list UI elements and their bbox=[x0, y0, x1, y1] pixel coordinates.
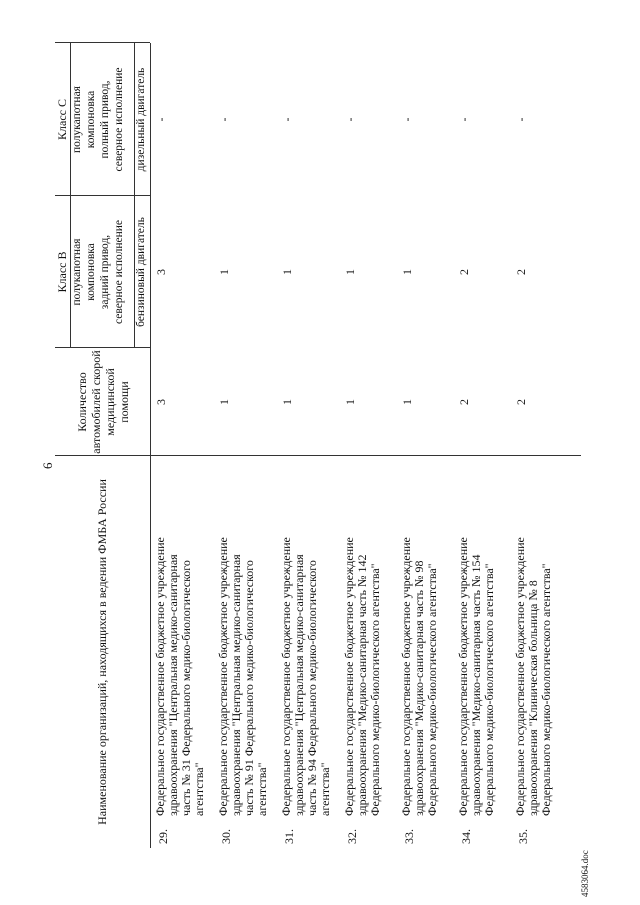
row-class-c: - bbox=[217, 117, 231, 122]
org-line: агентства" bbox=[255, 762, 269, 816]
header-class-b: Класс В bbox=[55, 251, 69, 293]
row-class-b: 1 bbox=[343, 269, 357, 275]
engine-row-divider bbox=[134, 43, 135, 348]
org-line: здравоохранения "Центральная медико-санитарная bbox=[292, 554, 306, 816]
row-organization bbox=[343, 461, 382, 816]
org-line: агентства" bbox=[192, 762, 206, 816]
row-class-c: - bbox=[280, 117, 294, 122]
class-b-feature: полукапотная bbox=[71, 238, 83, 306]
org-line: здравоохранения "Центральная медико-санитарная bbox=[229, 554, 243, 816]
row-number: 29. bbox=[156, 829, 170, 844]
class-c-feature: полный привод, bbox=[99, 80, 111, 159]
org-line: часть № 91 Федерального медико-биологического bbox=[242, 560, 256, 816]
org-line: здравоохранения "Медико-санитарная часть № 98 bbox=[412, 560, 426, 816]
org-line: Федеральное государственное бюджетное учреждение bbox=[399, 537, 413, 816]
class-b-feature: компоновка bbox=[85, 243, 97, 301]
row-organization bbox=[217, 461, 269, 816]
class-b-feature: северное исполнение bbox=[113, 220, 125, 325]
org-line: Федеральное государственное бюджетное учреждение bbox=[513, 537, 527, 816]
row-class-b: 2 bbox=[514, 269, 528, 275]
class-c-feature: компоновка bbox=[85, 90, 97, 149]
row-count: 2 bbox=[514, 399, 528, 405]
row-number: 34. bbox=[459, 829, 473, 844]
row-class-b: 3 bbox=[154, 269, 168, 275]
header-organization-name: Наименование организаций, находящихся в ведении ФМБА России bbox=[95, 479, 109, 825]
class-c-feature: северное исполнение bbox=[113, 67, 125, 172]
row-number: 35. bbox=[516, 829, 530, 844]
org-line: Федеральное государственное бюджетное учреждение bbox=[342, 537, 356, 816]
org-line: агентства" bbox=[318, 762, 332, 816]
row-count: 1 bbox=[400, 399, 414, 405]
org-line: здравоохранения "Центральная медико-санитарная bbox=[166, 554, 180, 816]
page-number: 6 bbox=[40, 462, 55, 469]
org-line: Федеральное государственное бюджетное учреждение bbox=[153, 537, 167, 816]
org-line: здравоохранения "Медико-санитарная часть № 142 bbox=[355, 554, 369, 816]
org-line: Федерального медико-биологического агентства" bbox=[539, 563, 553, 816]
row-class-b: 1 bbox=[400, 269, 414, 275]
header-class-b-features bbox=[70, 196, 150, 348]
row-organization bbox=[280, 461, 332, 816]
header-class-c-features bbox=[70, 43, 150, 196]
row-organization bbox=[400, 461, 439, 816]
class-b-engine: бензиновый двигатель bbox=[135, 217, 147, 327]
org-line: здравоохранения "Клиническая больница № 8 bbox=[526, 580, 540, 816]
row-class-c: - bbox=[514, 117, 528, 122]
row-number: 30. bbox=[219, 829, 233, 844]
org-line: Федеральное государственное бюджетное учреждение bbox=[216, 537, 230, 816]
row-class-c: - bbox=[343, 117, 357, 122]
org-line: Федеральное государственное бюджетное учреждение bbox=[456, 537, 470, 816]
row-count: 3 bbox=[154, 399, 168, 405]
class-c-engine: дизельный двигатель bbox=[135, 67, 147, 172]
org-line: часть № 94 Федерального медико-биологического bbox=[305, 560, 319, 816]
org-line: Федерального медико-биологического агентства" bbox=[482, 563, 496, 816]
row-count: 1 bbox=[343, 399, 357, 405]
row-class-c: - bbox=[457, 117, 471, 122]
row-number: 32. bbox=[345, 829, 359, 844]
header-bottom-line bbox=[150, 43, 151, 848]
row-organization bbox=[154, 461, 206, 816]
ambulance-allocation-table bbox=[55, 43, 581, 848]
org-line: Федерального медико-биологического агентства" bbox=[368, 563, 382, 816]
org-line: здравоохранения "Медико-санитарная часть № 154 bbox=[469, 554, 483, 816]
header-ambulance-count: Количество автомобилей скорой медицинской помощи bbox=[74, 350, 131, 454]
row-count: 1 bbox=[217, 399, 231, 405]
class-b-feature: задний привод, bbox=[99, 234, 111, 310]
row-class-b: 1 bbox=[217, 269, 231, 275]
row-class-b: 2 bbox=[457, 269, 471, 275]
row-organization bbox=[514, 461, 553, 816]
row-number: 31. bbox=[282, 829, 296, 844]
row-organization bbox=[457, 461, 496, 816]
header-class-c: Класс С bbox=[55, 99, 69, 140]
column-divider bbox=[55, 455, 581, 456]
row-count: 1 bbox=[280, 399, 294, 405]
org-line: Федеральное государственное бюджетное учреждение bbox=[279, 537, 293, 816]
org-line: часть № 31 Федерального медико-биологического bbox=[179, 560, 193, 816]
row-count: 2 bbox=[457, 399, 471, 405]
row-number: 33. bbox=[402, 829, 416, 844]
class-c-feature: полукапотная bbox=[71, 86, 83, 153]
file-name-footer: 4583064.doc bbox=[580, 850, 590, 897]
row-class-b: 1 bbox=[280, 269, 294, 275]
class-row-divider bbox=[70, 43, 71, 348]
row-class-c: - bbox=[154, 117, 168, 122]
row-class-c: - bbox=[400, 117, 414, 122]
org-line: Федерального медико-биологического агентства" bbox=[425, 563, 439, 816]
